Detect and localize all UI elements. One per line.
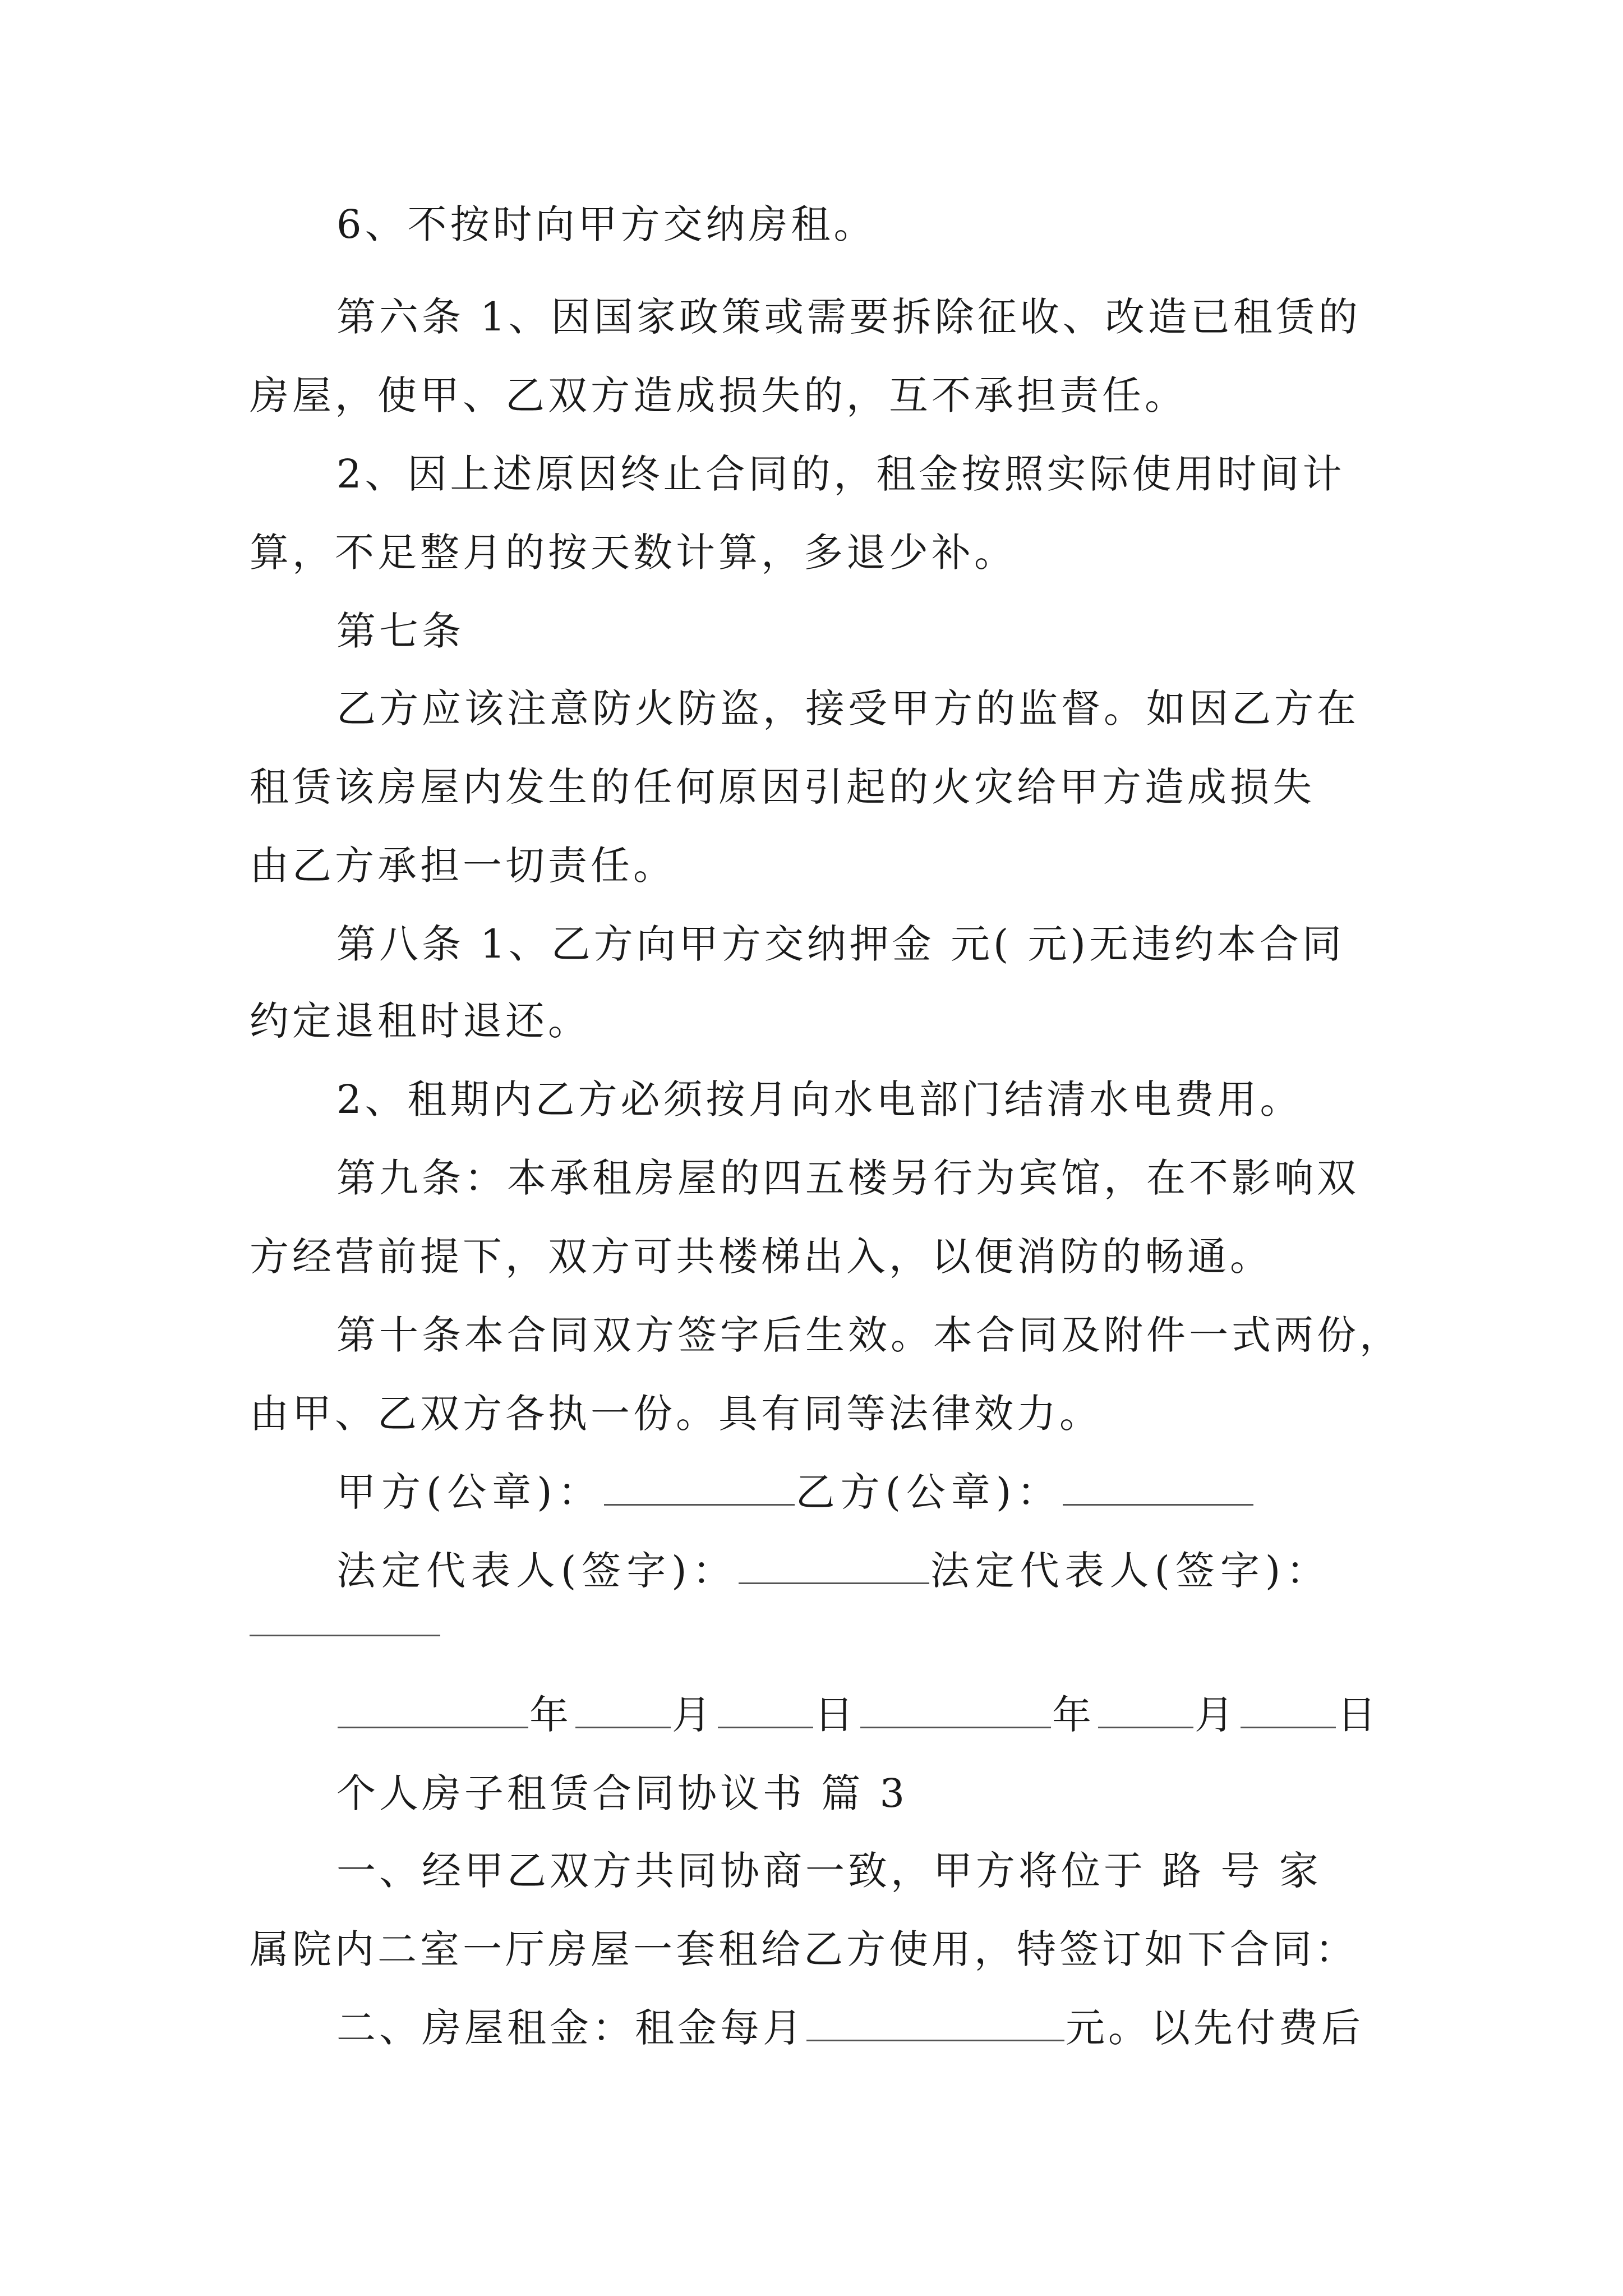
clause-heading: 第七条 — [336, 608, 464, 654]
rent-amount-blank — [806, 2005, 1064, 2041]
party-a-seal-blank — [604, 1469, 795, 1506]
month-label: 月 — [1195, 1692, 1239, 1738]
clause-line: 一、经甲乙双方共同协商一致，甲方将位于 路 号 家 — [336, 1848, 1322, 1894]
month-blank — [575, 1692, 671, 1728]
day-blank — [718, 1692, 813, 1728]
representative-line — [336, 1545, 1391, 1596]
clause-line: 第六条 1、因国家政策或需要拆除征收、改造已租赁的 — [336, 294, 1361, 340]
clause-line: 房屋，使甲、乙双方造成损失的，互不承担责任。 — [250, 372, 1187, 418]
party-b-seal-blank — [1063, 1469, 1253, 1506]
clause-line: 属院内二室一厅房屋一套租给乙方使用，特签订如下合同： — [250, 1926, 1358, 1972]
clause-line: 第九条：本承租房屋的四五楼另行为宾馆，在不影响双 — [336, 1155, 1359, 1201]
year-label: 年 — [1052, 1692, 1097, 1738]
party-a-rep-label: 法定代表人(签字)： — [336, 1548, 737, 1594]
party-b-seal-label: 乙方(公章)： — [795, 1469, 1062, 1515]
clause-line: 由甲、乙双方各执一份。具有同等法律效力。 — [250, 1391, 1102, 1437]
clause-line: 第八条 1、乙方向甲方交纳押金 元( 元)无违约本合同 — [336, 921, 1345, 967]
party-b-rep-blank — [250, 1635, 440, 1636]
month-blank — [1098, 1692, 1193, 1728]
clause-line: 租赁该房屋内发生的任何原因引起的火灾给甲方造成损失 — [250, 764, 1315, 810]
section-heading: 个人房子租赁合同协议书 篇 3 — [336, 1770, 909, 1816]
party-a-rep-blank — [739, 1548, 929, 1584]
day-label: 日 — [814, 1692, 859, 1738]
seal-line — [336, 1467, 1391, 1517]
party-b-rep-label: 法定代表人(签字)： — [930, 1548, 1331, 1594]
clause-line: 6、不按时向甲方交纳房租。 — [336, 201, 877, 247]
party-a-seal-label: 甲方(公章)： — [336, 1469, 603, 1515]
rent-tail: 元。以先付费后 — [1066, 2005, 1364, 2051]
year-blank — [338, 1692, 528, 1728]
clause-line: 第十条本合同双方签字后生效。本合同及附件一式两份， — [336, 1312, 1402, 1358]
clause-line: 方经营前提下，双方可共楼梯出入，以便消防的畅通。 — [250, 1234, 1272, 1280]
year-label: 年 — [529, 1692, 574, 1738]
clause-line: 乙方应该注意防火防盗，接受甲方的监督。如因乙方在 — [336, 685, 1359, 731]
day-blank — [1241, 1692, 1336, 1728]
clause-line: 2、租期内乙方必须按月向水电部门结清水电费用。 — [336, 1076, 1303, 1122]
month-label: 月 — [672, 1692, 717, 1738]
year-blank — [860, 1692, 1051, 1728]
rent-line — [336, 2003, 1391, 2053]
clause-line: 2、因上述原因终止合同的，租金按照实际使用时间计 — [336, 451, 1345, 497]
date-line — [336, 1690, 1391, 1740]
day-label: 日 — [1337, 1692, 1382, 1738]
rent-label: 二、房屋租金：租金每月 — [336, 2005, 805, 2051]
clause-line: 算，不足整月的按天数计算，多退少补。 — [250, 530, 1017, 576]
clause-line: 由乙方承担一切责任。 — [250, 843, 676, 889]
clause-line: 约定退租时退还。 — [250, 998, 591, 1044]
